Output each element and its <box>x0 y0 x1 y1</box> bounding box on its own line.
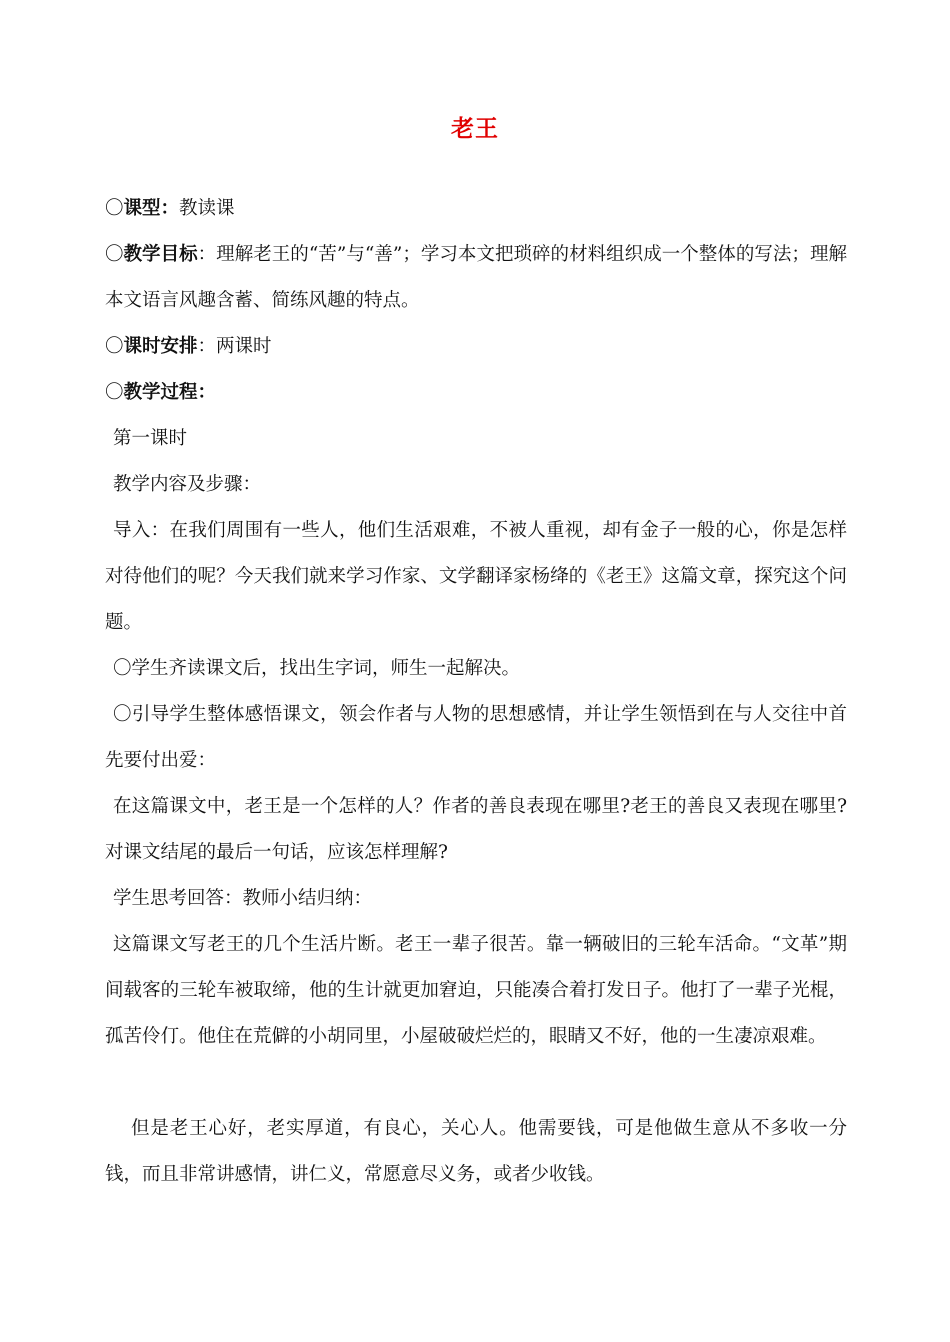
summary-hardship-paragraph: 这篇课文写老王的几个生活片断。老王一辈子很苦。靠一辆破旧的三轮车活命。“文革”期间载客的三轮车被取缔，他的生计就更加窘迫，只能凑合着打发日子。他打了一辈子光棍，孤苦伶仃。他住在荒僻的小胡同里，小屋破破烂烂的，眼睛又不好，他的一生凄凉艰难。 <box>105 934 847 1047</box>
meta-label: 教学过程： <box>123 382 217 403</box>
step-overall-perception: 〇引导学生整体感悟课文，领会作者与人物的思想感情，并让学生领悟到在与人交往中首先要付出爱： <box>105 704 847 771</box>
meta-schedule <box>105 324 847 370</box>
meta-value: 教读课 <box>179 198 235 219</box>
circle-marker: 〇 <box>105 382 124 403</box>
meta-teaching-goals <box>105 232 847 324</box>
meta-label: 课型： <box>123 198 180 219</box>
meta-process <box>105 370 847 416</box>
step-read-aloud: 〇学生齐读课文后，找出生字词，师生一起解决。 <box>113 658 521 679</box>
circle-marker: 〇 <box>105 244 124 265</box>
meta-label: 教学目标 <box>123 244 198 265</box>
meta-value: ：两课时 <box>197 336 272 357</box>
steps-heading: 教学内容及步骤： <box>113 474 262 495</box>
meta-value: ：理解老王的“苦”与“善”；学习本文把琐碎的材料组织成一个整体的写法；理解本文语言风趣含蓄、简练风趣的特点。 <box>105 244 847 311</box>
answer-intro: 学生思考回答：教师小结归纳： <box>113 888 373 909</box>
lesson-heading: 第一课时 <box>113 428 188 449</box>
questions-paragraph: 在这篇课文中，老王是一个怎样的人？作者的善良表现在哪里?老王的善良又表现在哪里?对课文结尾的最后一句话，应该怎样理解? <box>105 796 847 863</box>
document-title: 老王 <box>451 116 499 142</box>
circle-marker: 〇 <box>105 198 124 219</box>
circle-marker: 〇 <box>105 336 124 357</box>
meta-course-type <box>105 186 847 232</box>
intro-paragraph: 导入：在我们周围有一些人，他们生活艰难，不被人重视，却有金子一般的心，你是怎样对待他们的呢？今天我们就来学习作家、文学翻译家杨绛的《老王》这篇文章，探究这个问题。 <box>105 520 847 633</box>
meta-label: 课时安排 <box>123 336 198 357</box>
summary-kindness-paragraph: 但是老王心好，老实厚道，有良心，关心人。他需要钱，可是他做生意从不多收一分钱，而且非常讲感情，讲仁义，常愿意尽义务，或者少收钱。 <box>105 1118 847 1185</box>
